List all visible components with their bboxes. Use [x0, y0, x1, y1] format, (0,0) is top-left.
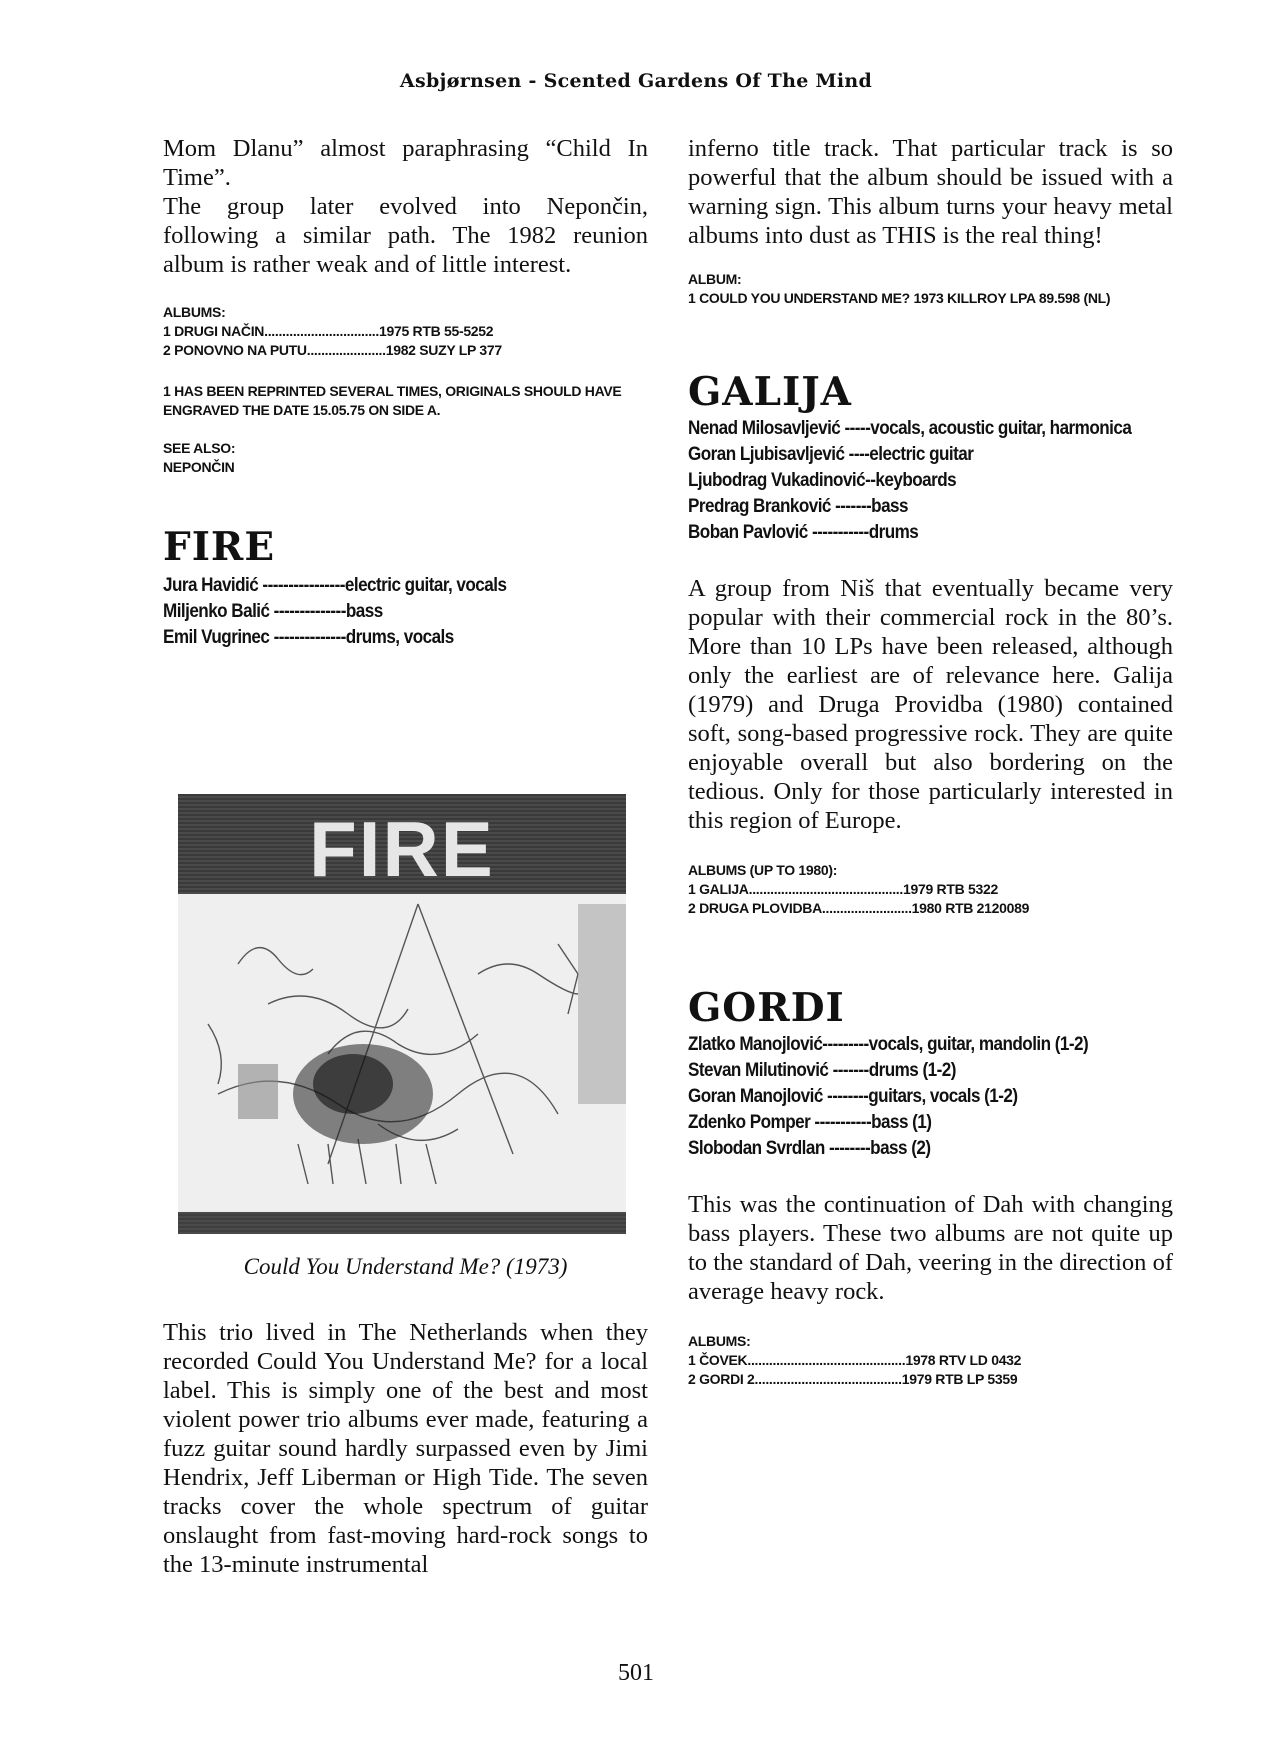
album-line: 2 GORDI 2.........................................1979 RTB LP 5359: [688, 1371, 1018, 1387]
gordi-description: [688, 1190, 1173, 1306]
gordi-section: [688, 986, 1173, 1389]
intro-paragraph-2: The group later evolved into Nepončin, following a similar path. The 1982 reunion album is rather weak and of little interest.: [163, 193, 648, 278]
galija-members: [688, 416, 1132, 546]
band-title-fire: FIRE: [163, 524, 276, 570]
member-line: Nenad Milosavljević -----vocals, acoustic guitar, harmonica: [688, 418, 1132, 439]
running-header: Asbjørnsen - Scented Gardens Of The Mind: [399, 70, 873, 92]
fire-continued-paragraph: inferno title track. That particular track is so powerful that the album should be issued with a warning sign. This album turns your heavy metal albums into dust as THIS is the real thing!: [688, 135, 1173, 249]
right-column: [688, 134, 1173, 1389]
galija-section: [688, 370, 1173, 918]
albums-label: ALBUMS:: [163, 304, 226, 320]
albums-list: [163, 303, 648, 360]
member-line: Goran Manojlović --------guitars, vocals (1-2): [688, 1086, 1018, 1107]
album-line: 2 DRUGA PLOVIDBA.........................1980 RTB 2120089: [688, 900, 1030, 916]
fire-members: [163, 573, 600, 651]
member-line: Jura Havidić ----------------electric guitar, vocals: [163, 575, 507, 596]
galija-description: [688, 574, 1173, 835]
gordi-albums: [688, 1332, 1173, 1389]
reprint-note: 1 HAS BEEN REPRINTED SEVERAL TIMES, ORIGINALS SHOULD HAVE ENGRAVED THE DATE 15.05.75 ON SIDE A.: [163, 383, 622, 418]
member-line: Slobodan Svrdlan --------bass (2): [688, 1138, 931, 1159]
fire-text: This trio lived in The Netherlands when they recorded Could You Understand Me? for a local label. This is simply one of the best and most violent power trio albums ever made, featuring a fuzz guitar sound hardly surpassed even by Jimi Hendrix, Jeff Liberman or High Tide. The seven tracks cover the whole spectrum of guitar onslaught from fast-moving hard-rock songs to the 13-minute instrumental: [163, 1319, 648, 1578]
see-also-value: NEPONČIN: [163, 459, 235, 475]
gordi-text: This was the continuation of Dah with changing bass players. These two albums are not quite up to the standard of Dah, veering in the direction of average heavy rock.: [688, 1191, 1173, 1305]
left-column: [163, 134, 648, 651]
see-also-label: SEE ALSO:: [163, 440, 236, 456]
gordi-albums-label: ALBUMS:: [688, 1333, 751, 1349]
fire-album-label: ALBUM:: [688, 271, 742, 287]
member-line: Zlatko Manojlović---------vocals, guitar, mandolin (1-2): [688, 1034, 1089, 1055]
album-cover-artwork: [178, 794, 626, 1234]
fire-album-line: 1 COULD YOU UNDERSTAND ME? 1973 KILLROY LPA 89.598 (NL): [688, 290, 1111, 306]
album-line: 1 ČOVEK............................................1978 RTV LD 0432: [688, 1352, 1022, 1368]
member-line: Emil Vugrinec --------------drums, vocals: [163, 627, 454, 648]
fire-section: [163, 525, 648, 651]
fire-description: [163, 1318, 648, 1579]
band-title-gordi: GORDI: [688, 985, 845, 1031]
member-line: Predrag Branković -------bass: [688, 496, 908, 517]
band-title-galija: GALIJA: [688, 369, 852, 415]
intro-paragraph-1: Mom Dlanu” almost paraphrasing “Child In Time”.: [163, 135, 648, 191]
album-cover-caption: Could You Understand Me? (1973): [243, 1254, 568, 1279]
cover-title-text: FIRE: [309, 805, 495, 893]
fire-album-list: [688, 270, 1173, 308]
page-number: 501: [618, 1660, 654, 1686]
album-line: 2 PONOVNO NA PUTU......................1982 SUZY LP 377: [163, 342, 502, 358]
see-also: [163, 439, 648, 477]
galija-text: A group from Niš that eventually became very popular with their commercial rock in the 80’s. More than 10 LPs have been released, although only the earliest are of relevance here. Galija (1979) and Druga Providba (1980) contained soft, song-based progressive rock. They are quite enjoyable overall but also bordering on the tedious. Only for those particularly interested in this region of Europe.: [688, 575, 1173, 834]
member-line: Ljubodrag Vukadinović--keyboards: [688, 470, 957, 491]
member-line: Stevan Milutinović -------drums (1-2): [688, 1060, 956, 1081]
fire-text-continued: [688, 134, 1173, 250]
album-line: 1 GALIJA...........................................1979 RTB 5322: [688, 881, 998, 897]
gordi-members: [688, 1032, 1125, 1162]
galija-albums: [688, 861, 1173, 918]
album-line: 1 DRUGI NAČIN................................1975 RTB 55-5252: [163, 323, 494, 339]
member-line: Miljenko Balić --------------bass: [163, 601, 383, 622]
intro-text: [163, 134, 648, 279]
member-line: Goran Ljubisavljević ----electric guitar: [688, 444, 974, 465]
member-line: Boban Pavlović -----------drums: [688, 522, 919, 543]
member-line: Zdenko Pomper -----------bass (1): [688, 1112, 932, 1133]
album-cover-image: [178, 794, 626, 1234]
galija-albums-label: ALBUMS (UP TO 1980):: [688, 862, 838, 878]
